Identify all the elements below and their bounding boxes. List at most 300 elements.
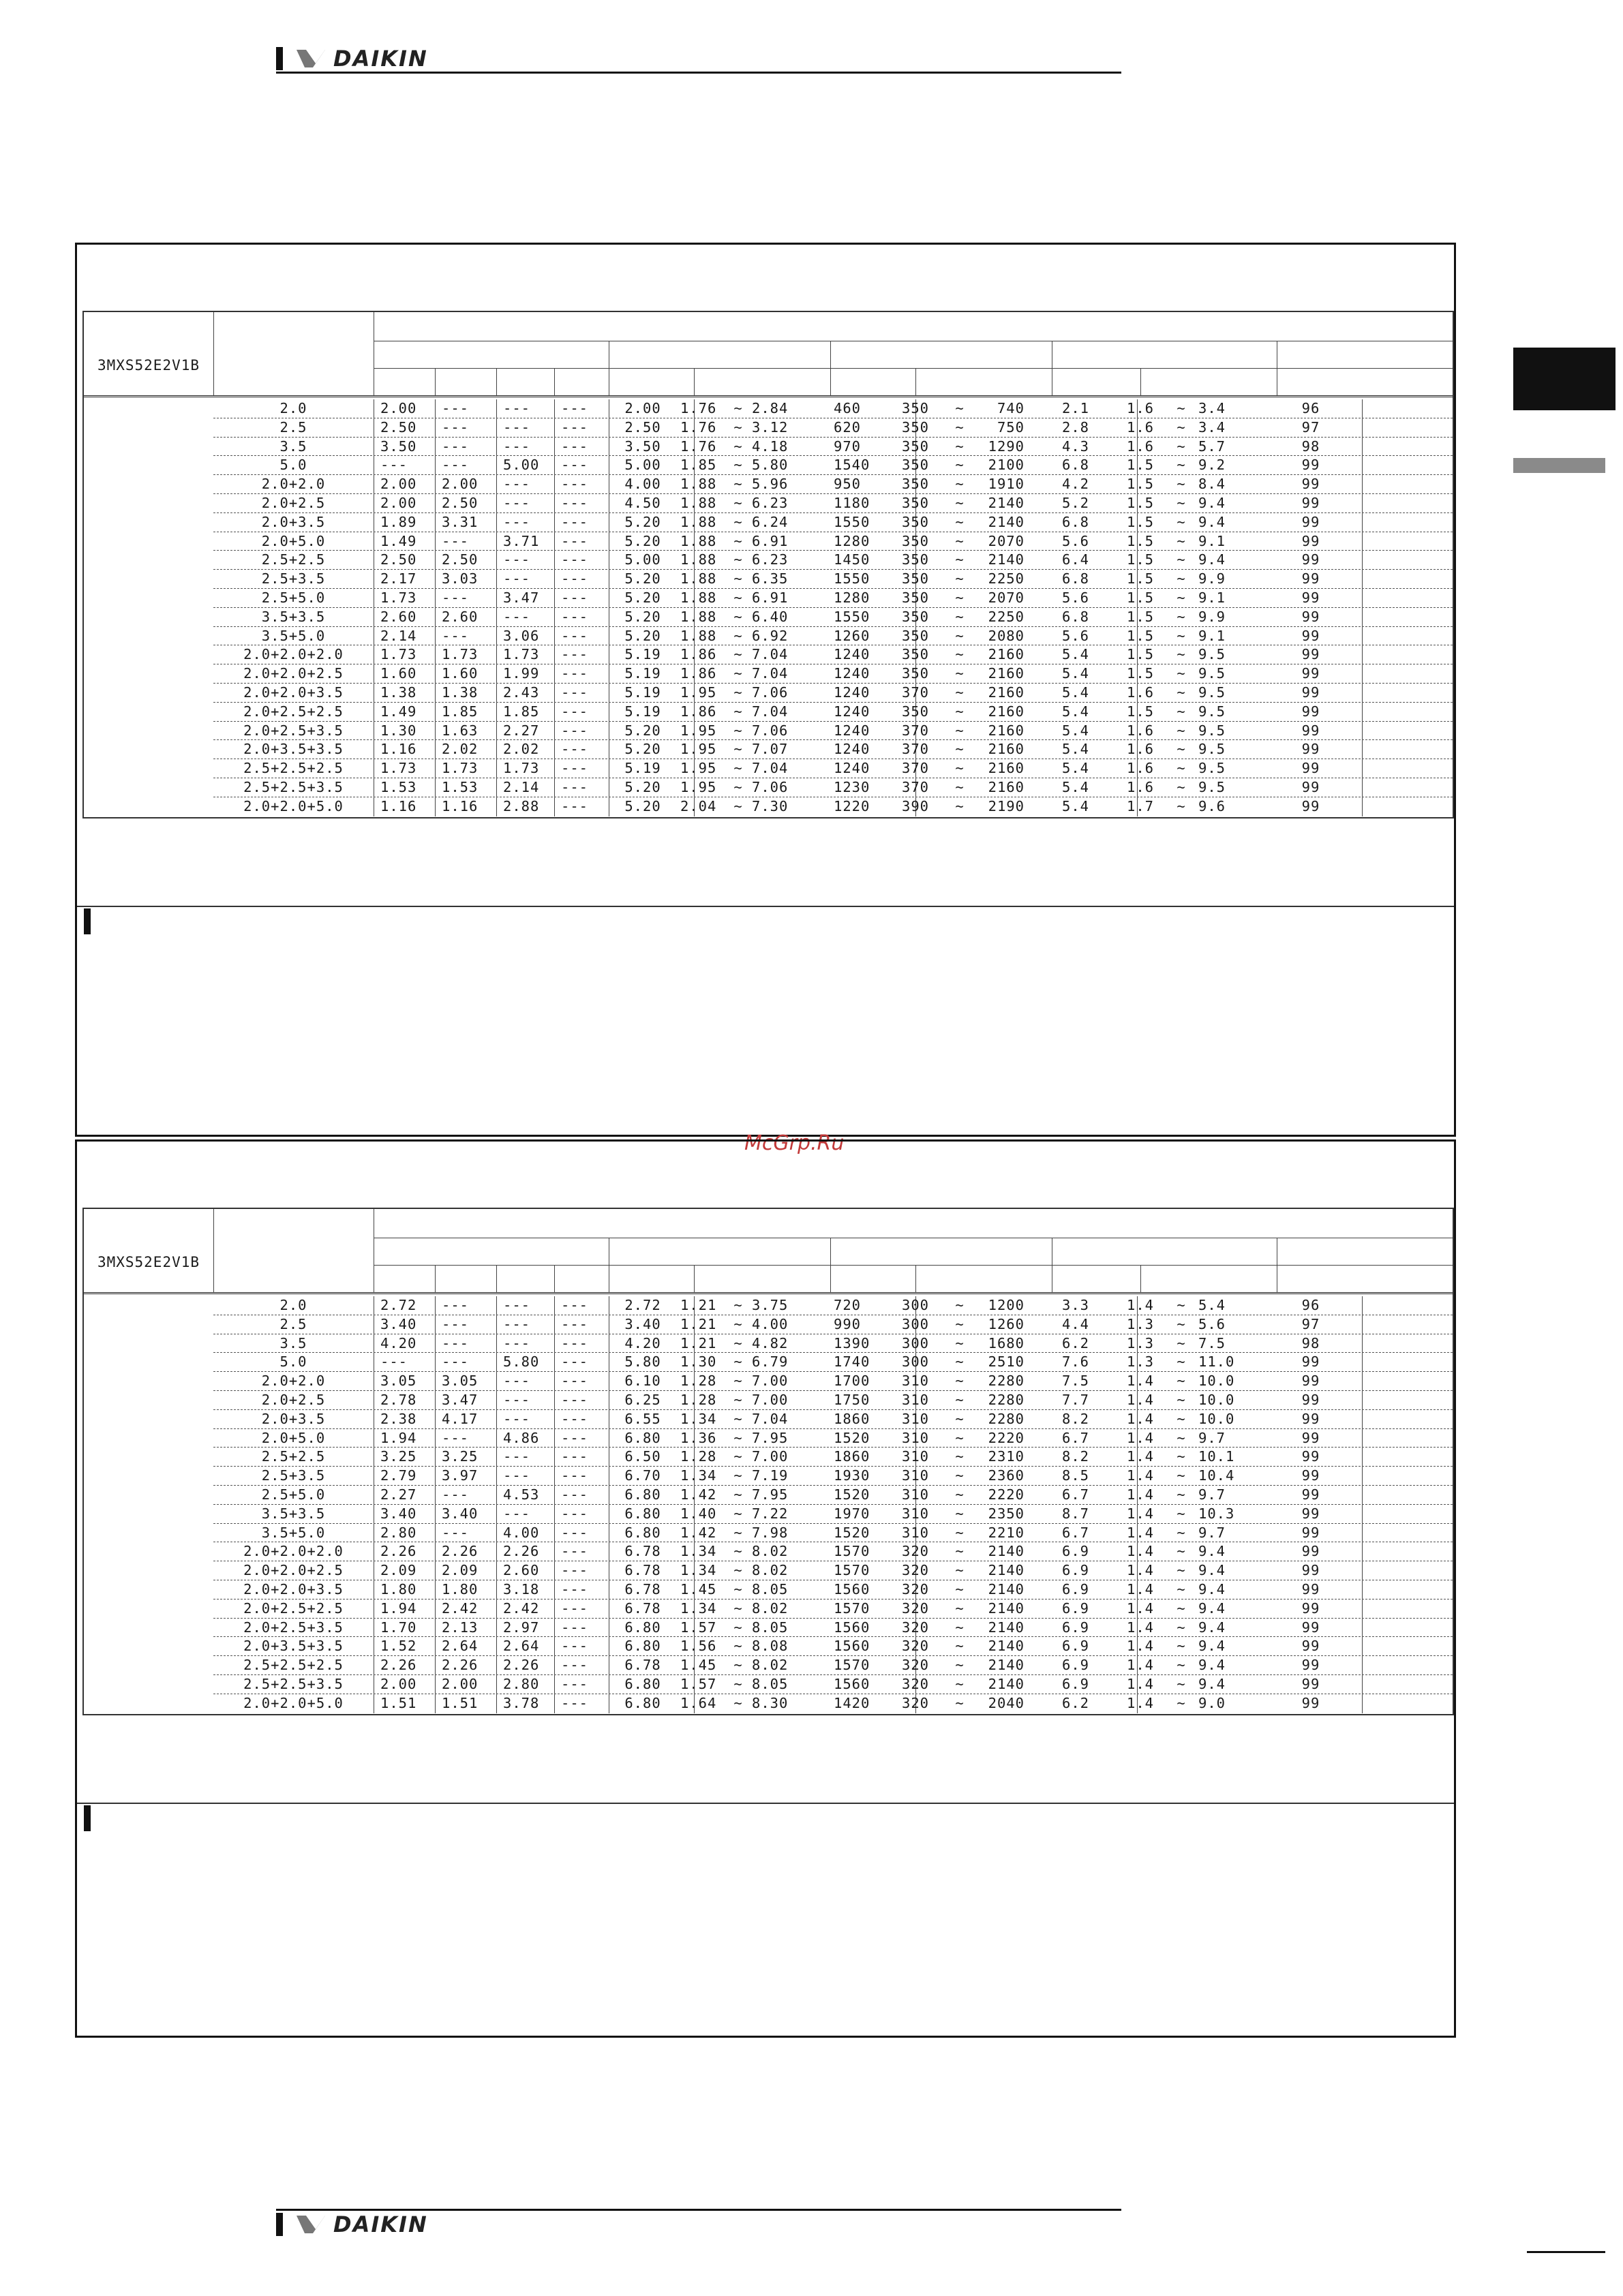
table-cell: 6.10 [624, 1373, 661, 1390]
table-cell: 7.04 [752, 646, 789, 663]
watermark: McGrp.Ru [744, 1131, 845, 1155]
table-cell: 6.9 [1061, 1580, 1090, 1597]
table-cell: 2.09 [380, 1562, 417, 1579]
table-cell: 300 [902, 1315, 930, 1332]
header-combination-cell [213, 312, 374, 395]
table-cell: 6.25 [624, 1391, 661, 1408]
table-cell: 350 [902, 703, 930, 720]
table-cell: 99 [1301, 589, 1320, 606]
table-cell: 3.47 [503, 589, 540, 606]
table-cell: ~ [1177, 1353, 1186, 1371]
table-row [213, 703, 1453, 722]
table-cell: ~ [1177, 494, 1186, 511]
table-cell: --- [561, 1599, 589, 1617]
table-row [213, 759, 1453, 778]
table-cell: 2.64 [503, 1638, 540, 1655]
table-cell: 3.5 [279, 1334, 307, 1351]
table-cell: 2.0+2.0+2.5 [243, 665, 344, 682]
table-row [213, 797, 1453, 816]
table-cell: 4.20 [380, 1334, 417, 1351]
table-cell: ~ [1177, 532, 1186, 549]
table-cell: 5.6 [1061, 589, 1090, 606]
table-cell: 1.73 [503, 760, 540, 777]
table-cell: 1.36 [680, 1429, 717, 1446]
table-cell: 2.0+5.0 [261, 1429, 326, 1446]
table-cell: 1.88 [680, 532, 717, 549]
table-cell: ~ [955, 797, 965, 814]
table-cell: 2140 [988, 1543, 1025, 1560]
table-cell: 370 [902, 778, 930, 795]
table-cell: --- [442, 627, 470, 644]
table-cell: ~ [733, 589, 743, 606]
table-cell: 9.1 [1198, 589, 1226, 606]
table-cell: 2160 [988, 778, 1025, 795]
table-cell: --- [503, 608, 531, 625]
table-cell: --- [503, 1373, 531, 1390]
table-cell: ~ [1177, 476, 1186, 493]
table-cell: 6.9 [1061, 1599, 1090, 1617]
table-cell: 9.5 [1198, 646, 1226, 663]
table-cell: ~ [955, 741, 965, 758]
table-cell: 1.80 [442, 1580, 479, 1597]
table-cell: --- [503, 1410, 531, 1427]
table-cell: ~ [1177, 1448, 1186, 1465]
table-cell: 9.4 [1198, 1657, 1226, 1674]
table-cell: 1240 [834, 760, 870, 777]
table-cell: ~ [1177, 1373, 1186, 1390]
table-cell: --- [561, 1297, 589, 1313]
table-cell: ~ [1177, 1467, 1186, 1484]
header-combination-cell [213, 1209, 374, 1292]
table-row [213, 589, 1453, 608]
table-cell: 1.70 [380, 1619, 417, 1636]
table-cell: 9.4 [1198, 551, 1226, 568]
table-cell: --- [561, 627, 589, 644]
table-cell: 2.80 [503, 1675, 540, 1692]
table-cell: 2.5+5.0 [261, 589, 326, 606]
table-cell: ~ [1177, 1505, 1186, 1522]
table-cell: 3.40 [442, 1505, 479, 1522]
table-cell: 7.30 [752, 797, 789, 814]
table-cell: 2.78 [380, 1391, 417, 1408]
table-cell: ~ [733, 797, 743, 814]
table-cell: 3.3 [1061, 1297, 1090, 1313]
table-cell: --- [561, 400, 589, 416]
table-cell: 5.20 [624, 797, 661, 814]
table-cell: ~ [955, 1619, 965, 1636]
table-cell: 9.5 [1198, 722, 1226, 739]
table-cell: 2.26 [380, 1657, 417, 1674]
table-cell: ~ [733, 1297, 743, 1313]
table-cell: 350 [902, 400, 930, 416]
table-cell: 1280 [834, 589, 870, 606]
header-model-cell [84, 1209, 214, 1292]
table-cell: 1.85 [680, 457, 717, 474]
table-cell: 350 [902, 665, 930, 682]
table-cell: 6.9 [1061, 1657, 1090, 1674]
table-cell: --- [503, 494, 531, 511]
table-cell: 2.13 [442, 1619, 479, 1636]
table-cell: ~ [733, 646, 743, 663]
table-cell: 99 [1301, 513, 1320, 530]
table-cell: 1550 [834, 570, 870, 587]
table-cell: 2280 [988, 1391, 1025, 1408]
table-cell: 99 [1301, 608, 1320, 625]
table-cell: ~ [955, 1410, 965, 1427]
table-cell: ~ [733, 741, 743, 758]
table-cell: --- [503, 551, 531, 568]
table-cell: 4.53 [503, 1486, 540, 1503]
table-cell: 1930 [834, 1467, 870, 1484]
table-cell: ~ [955, 570, 965, 587]
table-cell: 2.5 [279, 418, 307, 435]
table-cell: 99 [1301, 494, 1320, 511]
table-cell: ~ [1177, 589, 1186, 606]
table-cell: 1.52 [380, 1638, 417, 1655]
table-cell: 6.35 [752, 570, 789, 587]
table-cell: 320 [902, 1562, 930, 1579]
table-cell: 99 [1301, 760, 1320, 777]
table-cell: 2.00 [380, 494, 417, 511]
table-cell: 460 [834, 400, 862, 416]
table-row [213, 1580, 1453, 1599]
section-tab [1513, 348, 1616, 410]
table-cell: 5.4 [1061, 646, 1090, 663]
table-cell: 6.9 [1061, 1619, 1090, 1636]
table-cell: 7.00 [752, 1391, 789, 1408]
table-cell: --- [561, 494, 589, 511]
table-cell: ~ [1177, 627, 1186, 644]
table-cell: 1.73 [442, 646, 479, 663]
table-cell: 2.0+2.5 [261, 494, 326, 511]
table-cell: 5.20 [624, 589, 661, 606]
table-cell: 1450 [834, 551, 870, 568]
table-row [213, 1561, 1453, 1580]
table-cell: 320 [902, 1619, 930, 1636]
table-cell: 98 [1301, 1334, 1320, 1351]
table-cell: 2280 [988, 1410, 1025, 1427]
table-cell: ~ [955, 1694, 965, 1711]
table-cell: --- [561, 1391, 589, 1408]
table-cell: 9.1 [1198, 627, 1226, 644]
table-cell: 1.7 [1127, 797, 1155, 814]
table-cell: ~ [955, 589, 965, 606]
table-cell: --- [561, 703, 589, 720]
table-header [84, 1209, 1453, 1294]
table-cell: 99 [1301, 532, 1320, 549]
table-cell: ~ [955, 1505, 965, 1522]
table-cell: 2.0+5.0 [261, 532, 326, 549]
table-cell: 1180 [834, 494, 870, 511]
table-cell: ~ [733, 1373, 743, 1390]
table-cell: --- [442, 1486, 470, 1503]
table-cell: 4.00 [752, 1315, 789, 1332]
table-cell: 5.4 [1061, 741, 1090, 758]
table-cell: 2.60 [442, 608, 479, 625]
table-cell: 3.5 [279, 438, 307, 455]
table-cell: 1.6 [1127, 778, 1155, 795]
table-cell: 2310 [988, 1448, 1025, 1465]
table-row [213, 551, 1453, 570]
table-cell: 2.5+3.5 [261, 570, 326, 587]
table-cell: 4.20 [624, 1334, 661, 1351]
table-cell: 99 [1301, 1599, 1320, 1617]
table-rows [213, 1296, 1453, 1713]
table-cell: 6.9 [1061, 1562, 1090, 1579]
table-cell: ~ [955, 1543, 965, 1560]
table-cell: 2.50 [380, 551, 417, 568]
table-cell: 5.80 [503, 1353, 540, 1371]
table-cell: 99 [1301, 665, 1320, 682]
table-cell: 2.0+3.5+3.5 [243, 1638, 344, 1655]
table-cell: ~ [1177, 1429, 1186, 1446]
table-cell: ~ [733, 1334, 743, 1351]
table-cell: ~ [733, 1391, 743, 1408]
table-cell: --- [442, 1353, 470, 1371]
table-cell: 8.08 [752, 1638, 789, 1655]
table-cell: 1.28 [680, 1391, 717, 1408]
table-cell: 2.26 [380, 1543, 417, 1560]
table-cell: ~ [733, 1638, 743, 1655]
table-cell: 1.86 [680, 665, 717, 682]
table-cell: 8.02 [752, 1543, 789, 1560]
table-cell: 2160 [988, 646, 1025, 663]
table-cell: ~ [955, 1486, 965, 1503]
table-cell: 3.40 [380, 1505, 417, 1522]
table-cell: 1550 [834, 513, 870, 530]
table-cell: 1200 [988, 1297, 1025, 1313]
table-cell: 310 [902, 1410, 930, 1427]
table-cell: 5.4 [1061, 703, 1090, 720]
table-cell: 6.92 [752, 627, 789, 644]
table-cell: 1.53 [380, 778, 417, 795]
heating-panel [75, 1139, 1456, 2038]
table-cell: 9.1 [1198, 532, 1226, 549]
table-cell: 310 [902, 1429, 930, 1446]
table-cell: --- [503, 1334, 531, 1351]
table-row [213, 684, 1453, 703]
table-cell: 5.20 [624, 513, 661, 530]
table-cell: 1.64 [680, 1694, 717, 1711]
table-cell: 1.30 [380, 722, 417, 739]
table-cell: 99 [1301, 1373, 1320, 1390]
table-cell: 6.40 [752, 608, 789, 625]
table-cell: ~ [733, 1429, 743, 1446]
table-cell: 1.4 [1127, 1505, 1155, 1522]
table-cell: 1.5 [1127, 513, 1155, 530]
page-number-rule [1527, 2251, 1605, 2253]
table-cell: 1560 [834, 1638, 870, 1655]
table-cell: 2140 [988, 1580, 1025, 1597]
table-cell: 310 [902, 1486, 930, 1503]
table-rows [213, 399, 1453, 816]
brand-name: DAIKIN [333, 2211, 428, 2237]
section-marker [84, 1805, 91, 1831]
table-row [213, 494, 1453, 513]
table-cell: ~ [955, 494, 965, 511]
table-cell: 3.5+5.0 [261, 627, 326, 644]
table-cell: 2.50 [442, 494, 479, 511]
table-cell: 6.80 [624, 1675, 661, 1692]
table-cell: 8.05 [752, 1619, 789, 1636]
table-cell: ~ [955, 627, 965, 644]
table-row [213, 627, 1453, 646]
table-cell: 6.2 [1061, 1694, 1090, 1711]
table-cell: 1.45 [680, 1657, 717, 1674]
table-cell: 3.05 [380, 1373, 417, 1390]
table-cell: ~ [955, 1599, 965, 1617]
table-cell: 8.30 [752, 1694, 789, 1711]
table-cell: 99 [1301, 1391, 1320, 1408]
table-cell: ~ [733, 627, 743, 644]
table-cell: 370 [902, 684, 930, 701]
table-cell: 6.78 [624, 1543, 661, 1560]
table-cell: 2070 [988, 589, 1025, 606]
table-cell: 99 [1301, 1429, 1320, 1446]
table-cell: ~ [955, 760, 965, 777]
table-cell: 1.4 [1127, 1297, 1155, 1313]
table-cell: 3.50 [380, 438, 417, 455]
table-cell: 2.84 [752, 400, 789, 416]
table-cell: 5.00 [624, 457, 661, 474]
table-cell: --- [503, 418, 531, 435]
table-cell: 99 [1301, 457, 1320, 474]
table-cell: 1520 [834, 1524, 870, 1541]
table-cell: 2.09 [442, 1562, 479, 1579]
table-cell: 99 [1301, 1657, 1320, 1674]
table-cell: 10.4 [1198, 1467, 1235, 1484]
table-cell: 1520 [834, 1486, 870, 1503]
table-cell: 1.57 [680, 1619, 717, 1636]
table-cell: 7.06 [752, 722, 789, 739]
table-cell: ~ [733, 1675, 743, 1692]
table-cell: 1540 [834, 457, 870, 474]
table-cell: 2.5+5.0 [261, 1486, 326, 1503]
table-cell: 2.0+3.5+3.5 [243, 741, 344, 758]
table-cell: 2.72 [624, 1297, 661, 1313]
table-cell: 1.21 [680, 1297, 717, 1313]
table-cell: 7.19 [752, 1467, 789, 1484]
table-cell: 9.5 [1198, 684, 1226, 701]
brand-bar [276, 47, 283, 70]
table-cell: 99 [1301, 741, 1320, 758]
table-cell: 2.27 [503, 722, 540, 739]
table-cell: 1.95 [680, 778, 717, 795]
table-row [213, 1619, 1453, 1638]
table-cell: 5.80 [624, 1353, 661, 1371]
table-cell: 1.94 [380, 1599, 417, 1617]
table-cell: 310 [902, 1467, 930, 1484]
table-cell: 1.5 [1127, 646, 1155, 663]
table-cell: 7.06 [752, 684, 789, 701]
table-cell: 1.42 [680, 1524, 717, 1541]
table-cell: ~ [1177, 778, 1186, 795]
table-cell: 2.80 [380, 1524, 417, 1541]
table-cell: 1.45 [680, 1580, 717, 1597]
footer-brand [276, 2211, 428, 2238]
table-cell: 1.4 [1127, 1391, 1155, 1408]
table-cell: 2.00 [442, 1675, 479, 1692]
table-cell: 320 [902, 1543, 930, 1560]
header-model-cell [84, 312, 214, 395]
capacity-table: 3MXS52E2V1B 2.0 2.00 --- --- --- 2.00 1.76 ~ 2.84 460 350 ~ 740 2.1 1.6 ~ 3.4 96 2.5 2.50 --- --- --- 2.50 1.76 ~ 3.12 620 350 ~ 750 2.8 1.6 ~ 3.4 97 3.5 3.50 --- --- --- 3.50 1.76 ~ 4.18 970 350 ~ 1290 4.3 1.6 ~ 5.7 98 5.0 --- --- 5.00 --- 5.00 1.85 ~ 5.80 1540 350 ~ 2100 6.8 1.5 ~ 9.2 99 2.0+2.0 2.00 2.00 --- --- 4.00 1.88 ~ 5.96 950 350 ~ 1910 4.2 1.5 ~ 8.4 99 2.0+2.5 2.00 2.50 --- --- 4.50 1.88 ~ 6.23 1180 350 ~ 2140 5.2 1.5 ~ 9.4 99 2.0+3.5 1.89 3.31 --- --- 5.20 1.88 ~ 6.24 1550 350 ~ 2140 6.8 1.5 ~ 9.4 99 2.0+5.0 1.49 --- 3.71 --- 5.20 1.88 ~ 6.91 1280 350 ~ 2070 5.6 1.5 ~ 9.1 99 2.5+2.5 2.50 2.50 --- --- 5.00 1.88 ~ 6.23 1450 350 ~ 2140 6.4 1.5 ~ 9.4 99 2.5+3.5 2.17 3.03 --- --- 5.20 1.88 ~ 6.35 1550 350 ~ 2250 6.8 1.5 ~ 9.9 99 2.5+5.0 1.73 --- 3.47 --- 5.20 1.88 ~ 6.91 1280 350 ~ 2070 5.6 1.5 ~ 9.1 99 3.5+3.5 2.60 2.60 --- --- 5.20 1.88 ~ 6.40 1550 350 ~ 2250 6.8 1.5 ~ 9.9 99 3.5+5.0 2.14 --- 3.06 --- 5.20 1.88 ~ 6.92 1260 350 ~ 2080 5.6 1.5 ~ 9.1 99 2.0+2.0+2.0 1.73 1.73 1.73 --- 5.19 1.86 ~ 7.04 1240 350 ~ 2160 5.4 1.5 ~ 9.5 99 2.0+2.0+2.5 1.60 1.60 1.99 --- 5.19 1.86 ~ 7.04 1240 350 ~ 2160 5.4 1.5 ~ 9.5 99 2.0+2.0+3.5 1.38 1.38 2.43 --- 5.19 1.95 ~ 7.06 1240 370 ~ 2160 5.4 1.6 ~ 9.5 99 2.0+2.5+2.5 1.49 1.85 1.85 --- 5.19 1.86 ~ 7.04 1240 350 ~ 2160 5.4 1.5 ~ 9.5 99 2.0+2.5+3.5 1.30 1.63 2.27 --- 5.20 1.95 ~ 7.06 1240 370 ~ 2160 5.4 1.6 ~ 9.5 99 2.0+3.5+3.5 1.16 2.02 2.02 --- 5.20 1.95 ~ 7.07 1240 370 ~ 2160 5.4 1.6 ~ 9.5 99 2.5+2.5+2.5 1.73 1.73 1.73 --- 5.19 1.95 ~ 7.04 1240 370 ~ 2160 5.4 1.6 ~ 9.5 99 2.5+2.5+3.5 1.53 1.53 2.14 --- 5.20 1.95 ~ 7.06 1230 370 ~ 2160 5.4 1.6 ~ 9.5 99 2.0+2.0+5.0 1.16 1.16 2.88 --- 5.20 2.04 ~ 7.30 1220 390 ~ 2190 5.4 1.7 ~ 9.6 99 [82, 311, 1454, 818]
table-cell: --- [561, 1619, 589, 1636]
table-cell: ~ [1177, 608, 1186, 625]
table-cell: 2.26 [442, 1657, 479, 1674]
table-cell: 5.19 [624, 703, 661, 720]
table-cell: --- [442, 418, 470, 435]
table-cell: --- [561, 551, 589, 568]
table-cell: 3.03 [442, 570, 479, 587]
table-cell: 1.4 [1127, 1429, 1155, 1446]
table-cell: 1240 [834, 703, 870, 720]
table-cell: 99 [1301, 1353, 1320, 1371]
table-cell: 740 [997, 400, 1025, 416]
table-cell: 1550 [834, 608, 870, 625]
table-cell: 6.8 [1061, 513, 1090, 530]
table-cell: 1.5 [1127, 589, 1155, 606]
table-cell: 99 [1301, 1638, 1320, 1655]
table-cell: --- [503, 476, 531, 493]
table-cell: 2250 [988, 570, 1025, 587]
table-row [213, 1429, 1453, 1448]
table-cell: 320 [902, 1580, 930, 1597]
table-cell: 1.3 [1127, 1353, 1155, 1371]
capacity-table: 3MXS52E2V1B 2.0 2.72 --- --- --- 2.72 1.21 ~ 3.75 720 300 ~ 1200 3.3 1.4 ~ 5.4 96 2.5 3.40 --- --- --- 3.40 1.21 ~ 4.00 990 300 ~ 1260 4.4 1.3 ~ 5.6 97 3.5 4.20 --- --- --- 4.20 1.21 ~ 4.82 1390 300 ~ 1680 6.2 1.3 ~ 7.5 98 5.0 --- --- 5.80 --- 5.80 1.30 ~ 6.79 1740 300 ~ 2510 7.6 1.3 ~ 11.0 99 2.0+2.0 3.05 3.05 --- --- 6.10 1.28 ~ 7.00 1700 310 ~ 2280 7.5 1.4 ~ 10.0 99 2.0+2.5 2.78 3.47 --- --- 6.25 1.28 ~ 7.00 1750 310 ~ 2280 7.7 1.4 ~ 10.0 99 2.0+3.5 2.38 4.17 --- --- 6.55 1.34 ~ 7.04 1860 310 ~ 2280 8.2 1.4 ~ 10.0 99 2.0+5.0 1.94 --- 4.86 --- 6.80 1.36 ~ 7.95 1520 310 ~ 2220 6.7 1.4 ~ 9.7 99 2.5+2.5 3.25 3.25 --- --- 6.50 1.28 ~ 7.00 1860 310 ~ 2310 8.2 1.4 ~ 10.1 99 2.5+3.5 2.79 3.97 --- --- 6.70 1.34 ~ 7.19 1930 310 ~ 2360 8.5 1.4 ~ 10.4 99 2.5+5.0 2.27 --- 4.53 --- 6.80 1.42 ~ 7.95 1520 310 ~ 2220 6.7 1.4 ~ 9.7 99 3.5+3.5 3.40 3.40 --- --- 6.80 1.40 ~ 7.22 1970 310 ~ 2350 8.7 1.4 ~ 10.3 99 3.5+5.0 2.80 --- 4.00 --- 6.80 1.42 ~ 7.98 1520 310 ~ 2210 6.7 1.4 ~ 9.7 99 2.0+2.0+2.0 2.26 2.26 2.26 --- 6.78 1.34 ~ 8.02 1570 320 ~ 2140 6.9 1.4 ~ 9.4 99 2.0+2.0+2.5 2.09 2.09 2.60 --- 6.78 1.34 ~ 8.02 1570 320 ~ 2140 6.9 1.4 ~ 9.4 99 2.0+2.0+3.5 1.80 1.80 3.18 --- 6.78 1.45 ~ 8.05 1560 320 ~ 2140 6.9 1.4 ~ 9.4 99 2.0+2.5+2.5 1.94 2.42 2.42 --- 6.78 1.34 ~ 8.02 1570 320 ~ 2140 6.9 1.4 ~ 9.4 99 2.0+2.5+3.5 1.70 2.13 2.97 --- 6.80 1.57 ~ 8.05 1560 320 ~ 2140 6.9 1.4 ~ 9.4 99 2.0+3.5+3.5 1.52 2.64 2.64 --- 6.80 1.56 ~ 8.08 1560 320 ~ 2140 6.9 1.4 ~ 9.4 99 2.5+2.5+2.5 2.26 2.26 2.26 --- 6.78 1.45 ~ 8.02 1570 320 ~ 2140 6.9 1.4 ~ 9.4 99 2.5+2.5+3.5 2.00 2.00 2.80 --- 6.80 1.57 ~ 8.05 1560 320 ~ 2140 6.9 1.4 ~ 9.4 99 2.0+2.0+5.0 1.51 1.51 3.78 --- 6.80 1.64 ~ 8.30 1420 320 ~ 2040 6.2 1.4 ~ 9.0 99 [82, 1208, 1454, 1715]
table-cell: 99 [1301, 1448, 1320, 1465]
table-cell: --- [561, 608, 589, 625]
table-cell: --- [442, 438, 470, 455]
table-cell: 5.19 [624, 665, 661, 682]
table-cell: 1.4 [1127, 1467, 1155, 1484]
table-cell: 2.0+2.5+2.5 [243, 1599, 344, 1617]
table-cell: 2160 [988, 760, 1025, 777]
table-row [213, 645, 1453, 664]
table-cell: 6.8 [1061, 570, 1090, 587]
table-cell: 1.34 [680, 1562, 717, 1579]
table-cell: 5.0 [279, 457, 307, 474]
table-cell: 1.88 [680, 551, 717, 568]
table-cell: 9.4 [1198, 513, 1226, 530]
table-cell: 1.73 [503, 646, 540, 663]
table-cell: 1.80 [380, 1580, 417, 1597]
table-cell: 2.17 [380, 570, 417, 587]
table-cell: 97 [1301, 1315, 1320, 1332]
table-cell: 1910 [988, 476, 1025, 493]
table-cell: 1.6 [1127, 684, 1155, 701]
table-cell: 310 [902, 1373, 930, 1390]
table-cell: 4.82 [752, 1334, 789, 1351]
table-cell: 320 [902, 1657, 930, 1674]
table-cell: 350 [902, 570, 930, 587]
table-cell: 6.80 [624, 1619, 661, 1636]
table-cell: 1.38 [380, 684, 417, 701]
table-cell: 1.95 [680, 760, 717, 777]
table-cell: 1.88 [680, 608, 717, 625]
table-cell: 1.51 [442, 1694, 479, 1711]
table-cell: 2.04 [680, 797, 717, 814]
table-cell: 6.78 [624, 1657, 661, 1674]
table-cell: ~ [955, 1448, 965, 1465]
table-cell: 2.0+2.0+3.5 [243, 1580, 344, 1597]
table-row [213, 418, 1453, 438]
table-cell: ~ [733, 1315, 743, 1332]
table-cell: 2220 [988, 1429, 1025, 1446]
table-cell: 6.78 [624, 1580, 661, 1597]
table-cell: ~ [733, 703, 743, 720]
table-cell: ~ [955, 722, 965, 739]
table-cell: 9.7 [1198, 1486, 1226, 1503]
